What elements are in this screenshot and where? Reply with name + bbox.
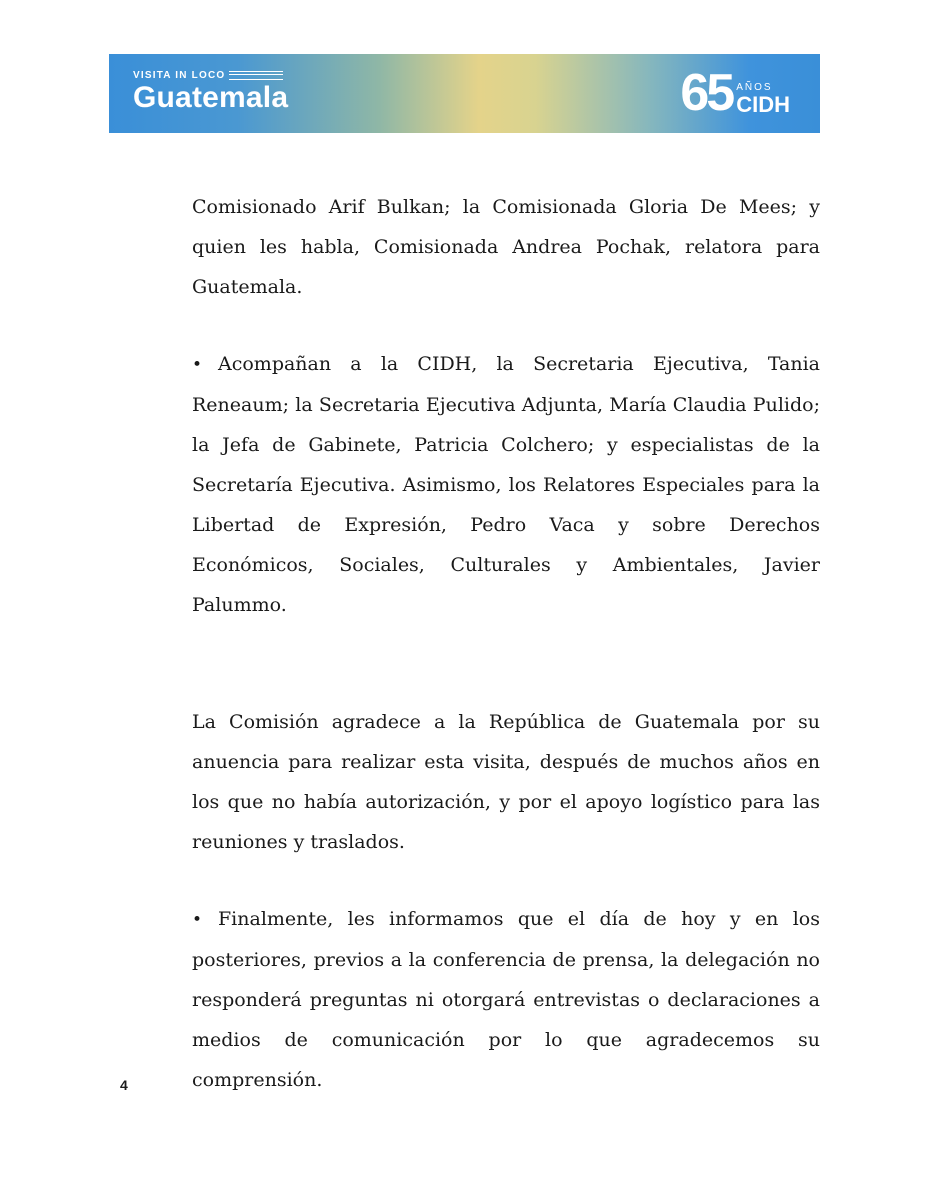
page-number: 4	[120, 1077, 128, 1093]
paragraph-commissioners	[192, 187, 820, 307]
paragraph-delegation	[192, 344, 820, 625]
paragraph-press-notice	[192, 899, 820, 1100]
spacer	[192, 307, 820, 344]
anniversary-label: AÑOS	[736, 82, 773, 93]
bullet-icon: •	[192, 910, 203, 930]
bullet-icon: •	[192, 355, 203, 375]
banner-subtitle-row	[133, 68, 288, 82]
document-body	[192, 187, 820, 1100]
banner-decorative-lines	[229, 71, 283, 80]
spacer	[192, 862, 820, 899]
cidh-65-logo	[680, 64, 790, 122]
paragraph-thanks-text: La Comisión agradece a la República de Guatemala por su anuencia para realizar esta visita, después de muchos años en los que no había autorización, y por el apoyo logístico para las reuniones y traslados.	[192, 711, 820, 853]
anniversary-label-stack	[736, 82, 790, 116]
paragraph-press-notice-text: Finalmente, les informamos que el día de hoy y en los posteriores, previos a la conferencia de prensa, la delegación no responderá preguntas ni otorgará entrevistas o declaraciones a medios de comunicación por lo que agradecemos su comprensión.	[192, 908, 820, 1091]
banner-title: Guatemala	[133, 81, 289, 114]
org-name: CIDH	[736, 92, 790, 117]
spacer	[192, 625, 820, 702]
banner-subtitle: VISITA IN LOCO	[133, 69, 226, 81]
banner-left-block	[133, 68, 288, 114]
anniversary-number: 65	[680, 64, 733, 122]
header-banner	[109, 54, 820, 133]
paragraph-delegation-text: Acompañan a la CIDH, la Secretaria Ejecutiva, Tania Reneaum; la Secretaria Ejecutiva Adjunta, María Claudia Pulido; la Jefa de Gabinete, Patricia Colchero; y especialistas de la Secretaría Ejecutiva. Asimismo, los Relatores Especiales para la Libertad de Expresión, Pedro Vaca y sobre Derechos Económicos, Sociales, Culturales y Ambientales, Javier Palummo.	[192, 353, 820, 616]
paragraph-commissioners-text: Comisionado Arif Bulkan; la Comisionada Gloria De Mees; y quien les habla, Comisionada Andrea Pochak, relatora para Guatemala.	[192, 196, 820, 298]
paragraph-thanks	[192, 702, 820, 862]
